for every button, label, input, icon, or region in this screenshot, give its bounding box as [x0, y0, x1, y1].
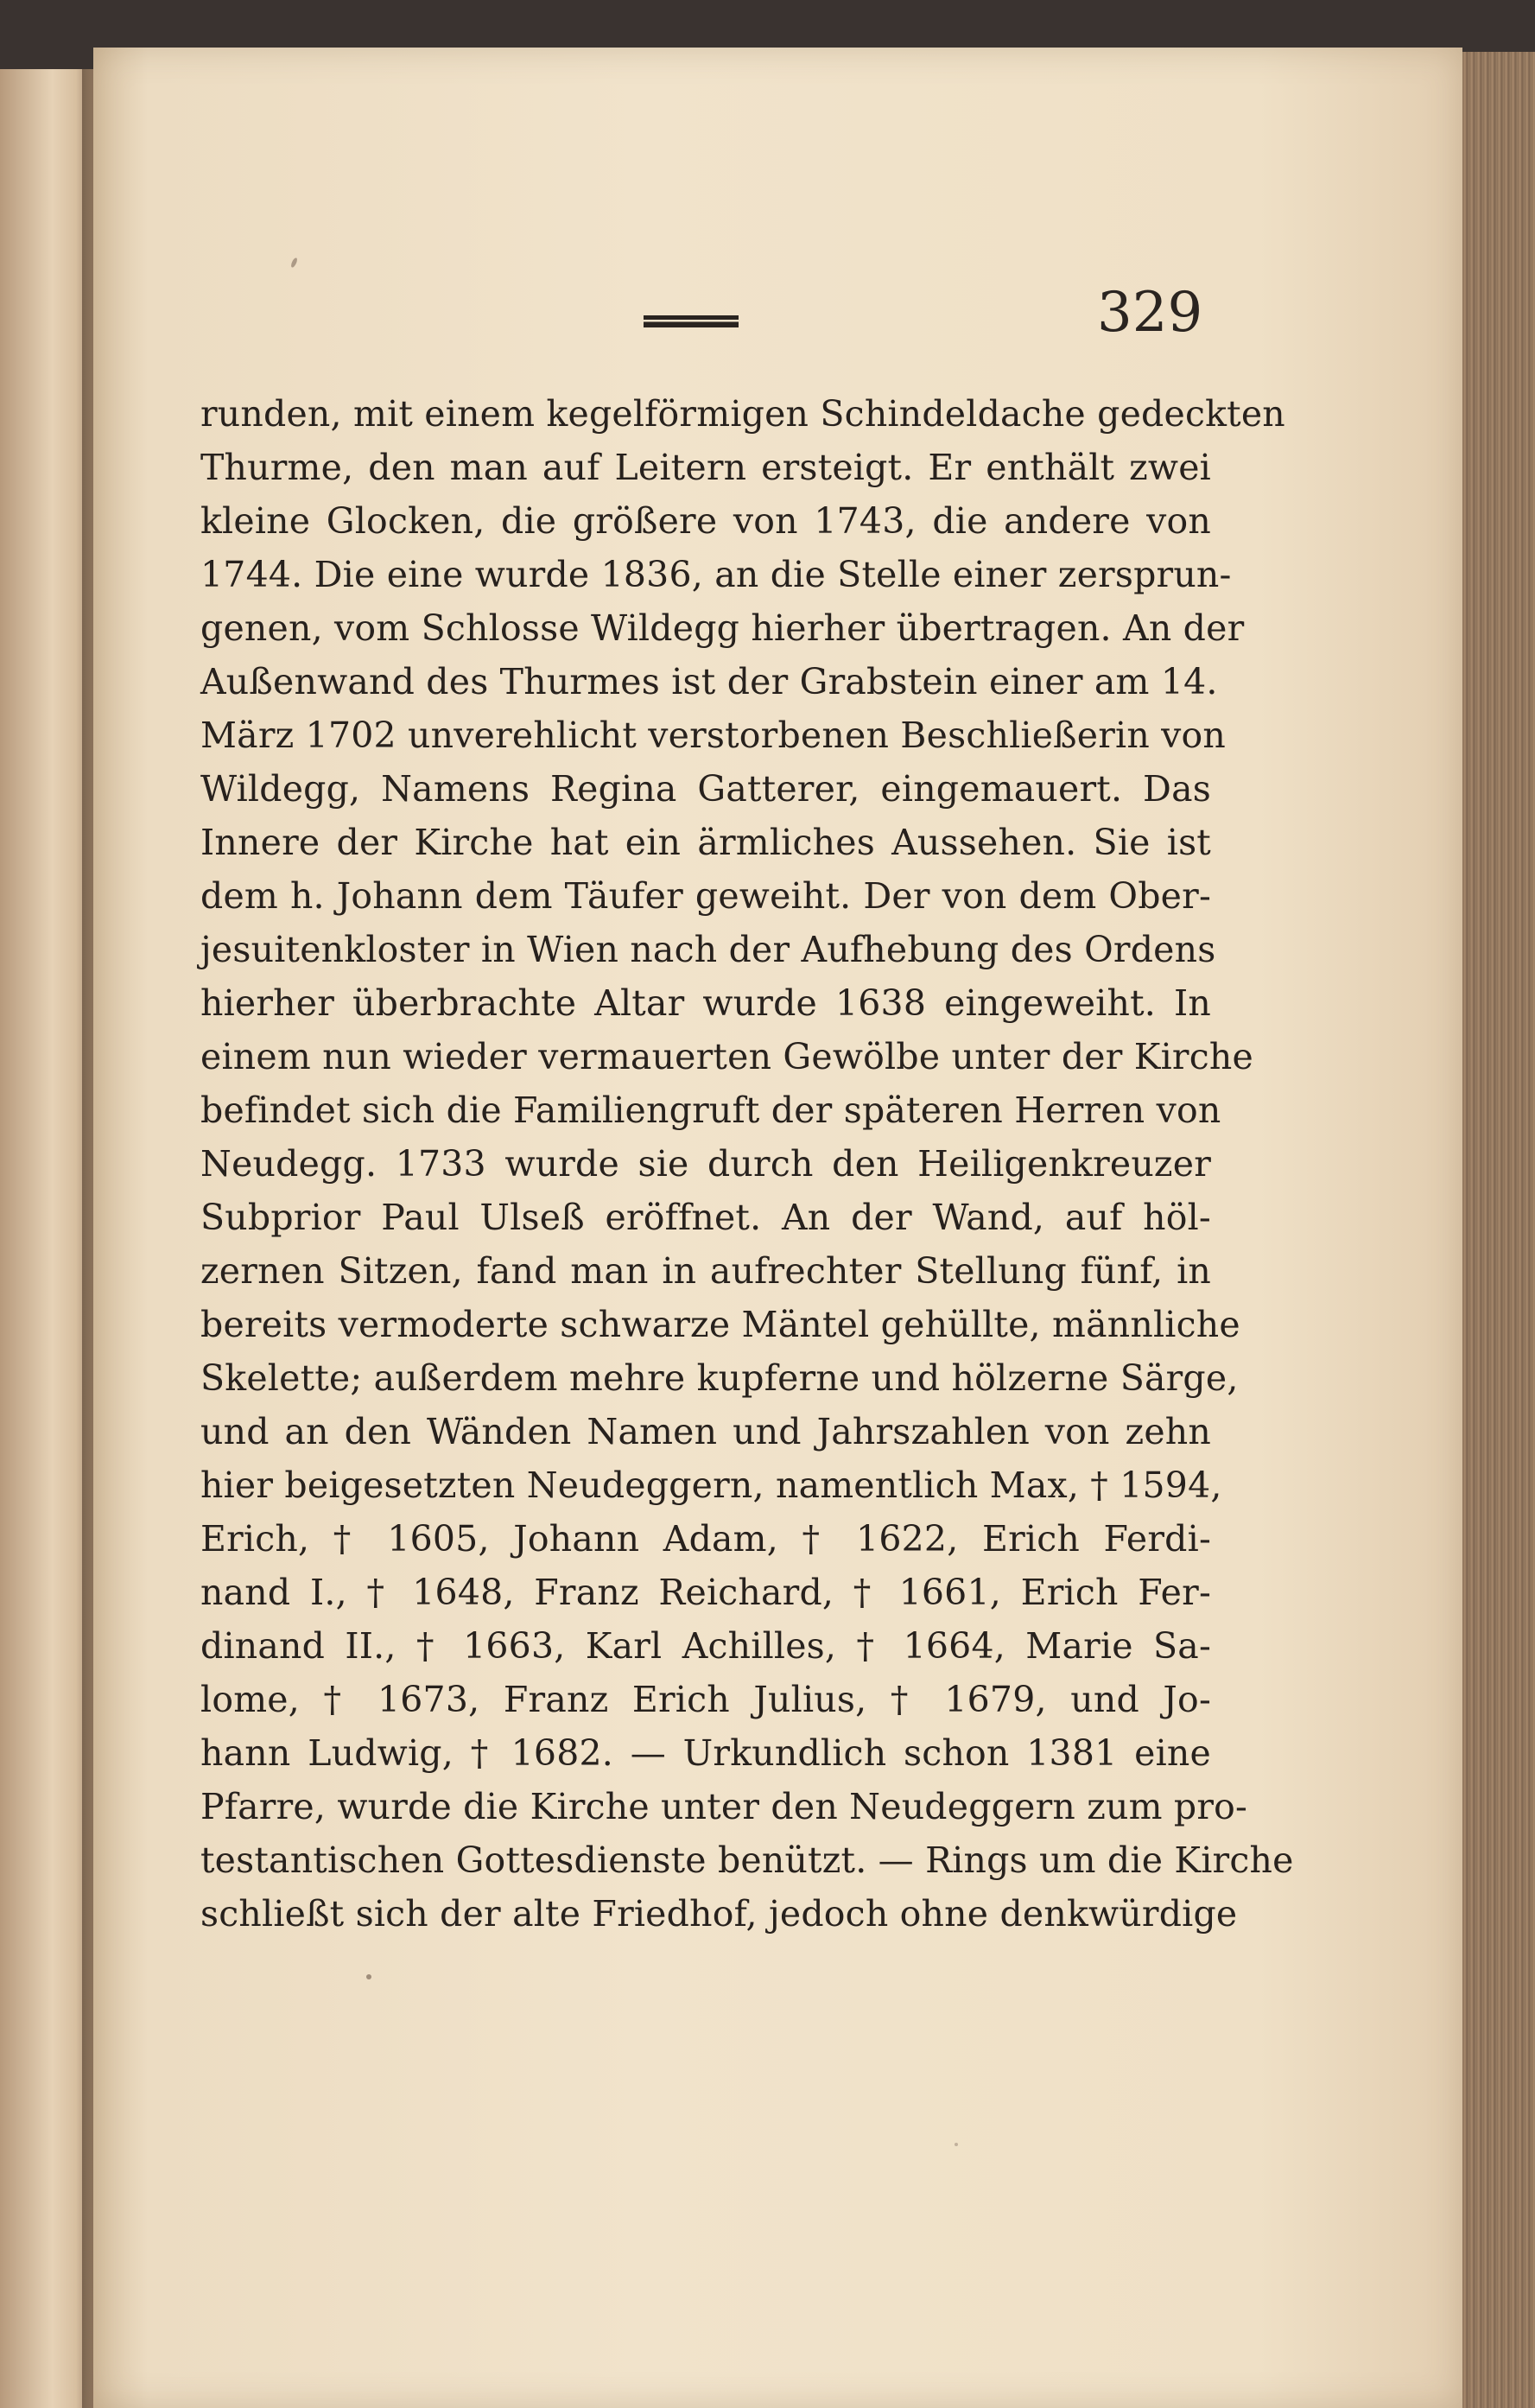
text-line: jesuitenkloster in Wien nach der Aufhebung des Ordens: [200, 929, 1216, 970]
text-line: Thurme, den man auf Leitern ersteigt. Er enthält zwei: [200, 447, 1211, 488]
text-line: und an den Wänden Namen und Jahrszahlen von zehn: [200, 1411, 1211, 1452]
text-line: Skelette; außerdem mehre kupferne und hölzerne Särge,: [200, 1357, 1239, 1399]
text-line: kleine Glocken, die größere von 1743, die andere von: [200, 500, 1211, 542]
text-line: Innere der Kirche hat ein ärmliches Aussehen. Sie ist: [200, 822, 1211, 863]
text-line: runden, mit einem kegelförmigen Schindeldache gedeckten: [200, 393, 1285, 435]
text-line: zernen Sitzen, fand man in aufrechter Stellung fünf, in: [200, 1250, 1211, 1292]
page-number: 329: [1097, 281, 1203, 345]
text-line: Pfarre, wurde die Kirche unter den Neudeggern zum pro-: [200, 1786, 1248, 1827]
left-page-edge: [0, 69, 95, 2408]
text-line: hann Ludwig, † 1682. — Urkundlich schon 1381 eine: [200, 1732, 1211, 1774]
text-line: Erich, † 1605, Johann Adam, † 1622, Erich Ferdi-: [200, 1518, 1211, 1560]
text-line: testantischen Gottesdienste benützt. — Rings um die Kirche: [200, 1839, 1294, 1881]
text-line: hierher überbrachte Altar wurde 1638 eingeweiht. In: [200, 982, 1211, 1024]
text-line: genen, vom Schlosse Wildegg hierher übertragen. An der: [200, 607, 1245, 649]
page-stack-edge: [1462, 52, 1535, 2408]
text-line: Subprior Paul Ulseß eröffnet. An der Wand, auf höl-: [200, 1197, 1211, 1238]
ink-speck: [366, 1974, 371, 1979]
text-line: Neudegg. 1733 wurde sie durch den Heiligenkreuzer: [200, 1143, 1211, 1185]
text-line: 1744. Die eine wurde 1836, an die Stelle einer zersprun-: [200, 554, 1232, 595]
text-line: nand I., † 1648, Franz Reichard, † 1661, Erich Fer-: [200, 1572, 1211, 1613]
text-line: hier beigesetzten Neudeggern, namentlich Max, † 1594,: [200, 1464, 1222, 1506]
text-line: bereits vermoderte schwarze Mäntel gehüllte, männliche: [200, 1304, 1240, 1345]
text-line: Außenwand des Thurmes ist der Grabstein einer am 14.: [200, 661, 1218, 702]
text-line: März 1702 unverehlicht verstorbenen Beschließerin von: [200, 715, 1227, 756]
ink-speck: [955, 2143, 958, 2146]
text-line: lome, † 1673, Franz Erich Julius, † 1679, und Jo-: [200, 1679, 1211, 1720]
text-line: schließt sich der alte Friedhof, jedoch ohne denkwürdige: [200, 1893, 1238, 1935]
text-line: Wildegg, Namens Regina Gatterer, eingemauert. Das: [200, 768, 1211, 810]
body-text: [200, 387, 1294, 1941]
text-line: dem h. Johann dem Täufer geweiht. Der von dem Ober-: [200, 875, 1211, 917]
text-line: befindet sich die Familiengruft der späteren Herren von: [200, 1090, 1221, 1131]
header-ornament-rule: [644, 315, 739, 327]
text-line: einem nun wieder vermauerten Gewölbe unter der Kirche: [200, 1036, 1253, 1077]
text-line: dinand II., † 1663, Karl Achilles, † 1664, Marie Sa-: [200, 1625, 1211, 1667]
